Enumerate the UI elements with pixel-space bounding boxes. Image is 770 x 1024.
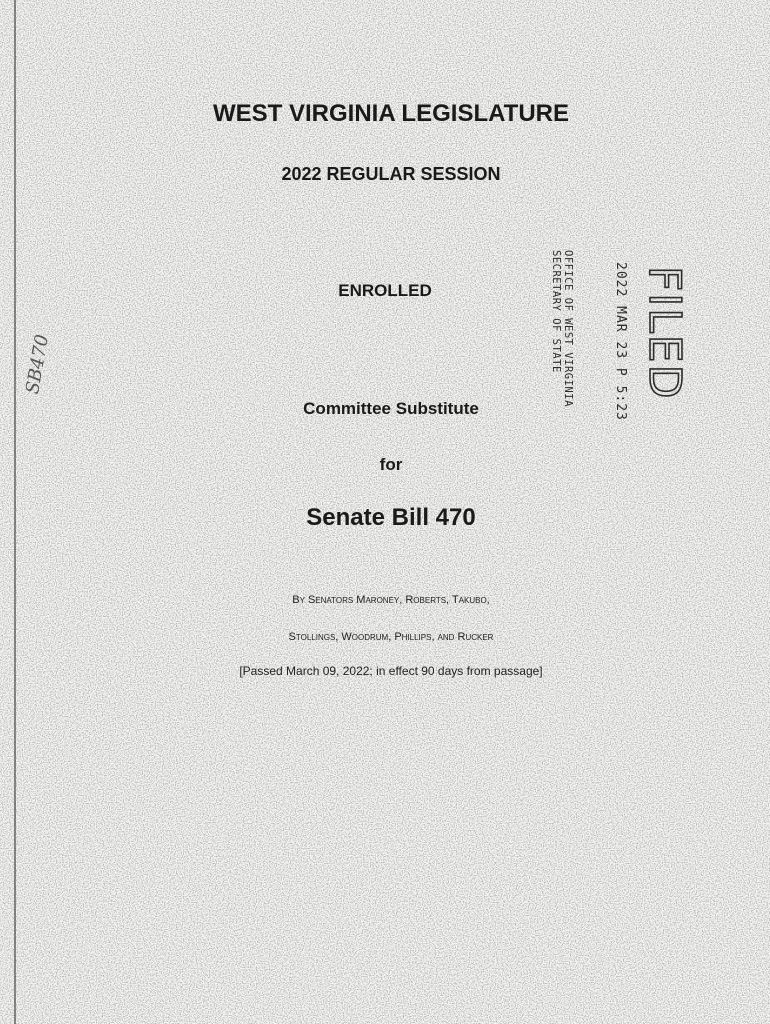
stamp-office-line-1: OFFICE OF WEST VIRGINIA: [562, 250, 574, 407]
for-label: for: [379, 455, 403, 474]
bill-title: Senate Bill 470: [306, 504, 476, 531]
sponsors-line-2: Stollings, Woodrum, Phillips, and Rucker: [288, 631, 494, 643]
filed-stamp: FILED: [639, 266, 690, 401]
stamp-date: 2022 MAR 23 P 5:23: [613, 262, 628, 421]
sponsors-line-1: By Senators Maroney, Roberts, Takubo,: [292, 594, 490, 606]
committee-substitute-label: Committee Substitute: [303, 399, 479, 418]
session-title: 2022 REGULAR SESSION: [281, 164, 501, 184]
stamp-office-line-2: SECRETARY OF STATE: [550, 250, 562, 373]
secretary-of-state-stamp: [550, 250, 574, 407]
passed-note: [Passed March 09, 2022; in effect 90 days from passage]: [239, 664, 543, 678]
legislature-title: WEST VIRGINIA LEGISLATURE: [212, 100, 569, 127]
handwritten-margin-note: SB470: [22, 332, 54, 396]
enrolled-label: ENROLLED: [338, 281, 432, 300]
